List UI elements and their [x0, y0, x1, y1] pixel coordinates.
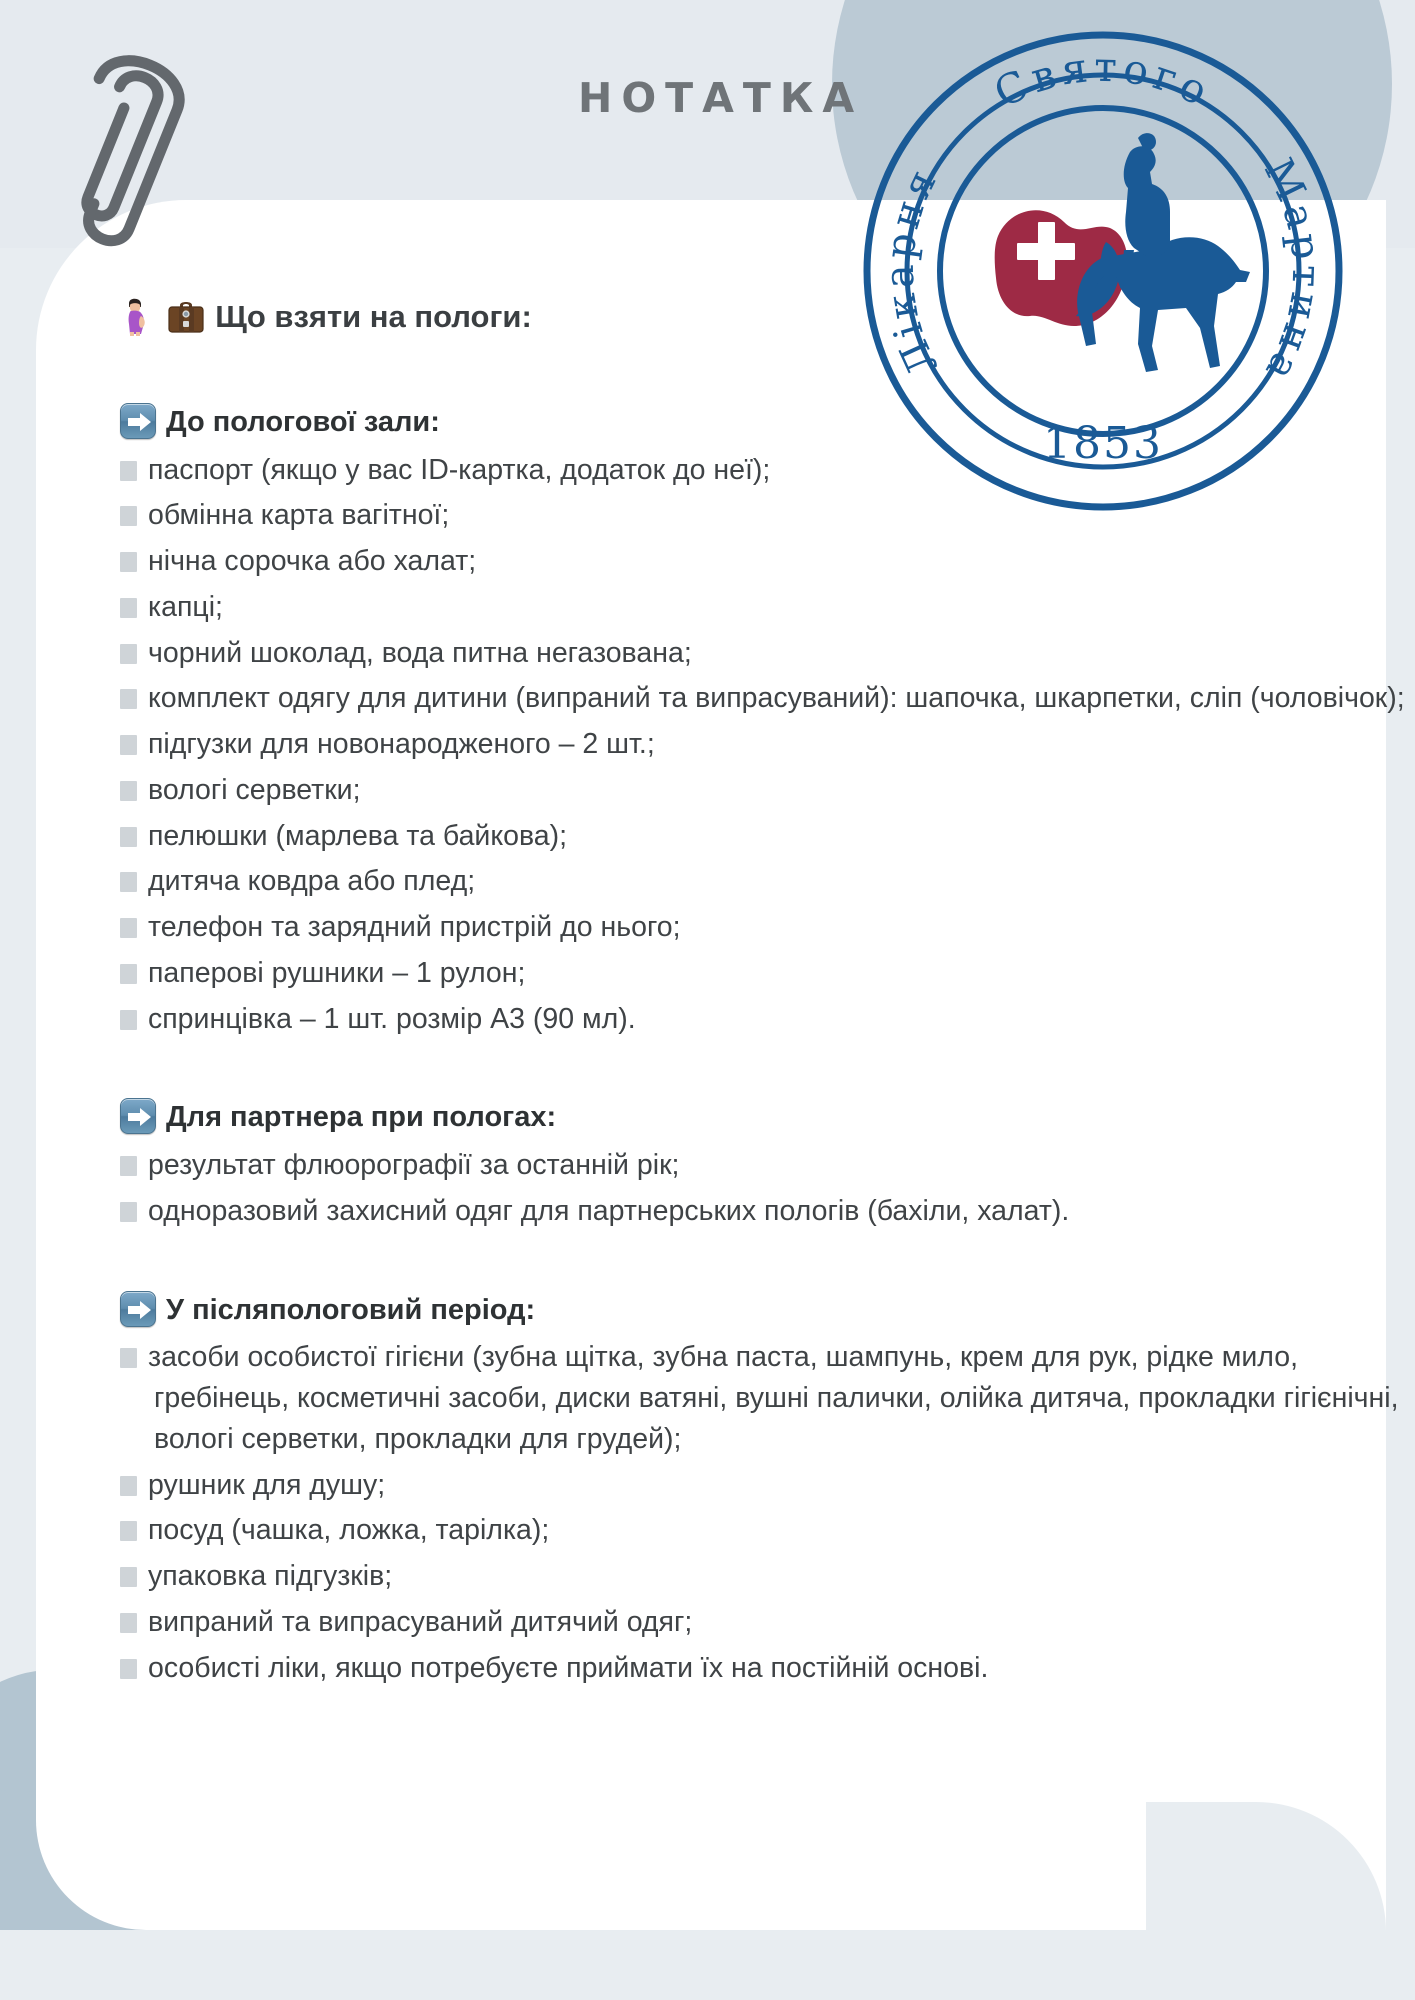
list-item — [120, 678, 1410, 719]
section-heading-2-text: Для партнера при пологах: — [166, 1101, 557, 1134]
bullet-square-icon — [120, 827, 137, 847]
list-item — [120, 495, 1410, 536]
list-item — [120, 999, 1410, 1040]
bullet-square-icon — [120, 598, 137, 618]
bullet-square-icon — [120, 1613, 137, 1633]
list-item-text: посуд (чашка, ложка, тарілка); — [148, 1514, 550, 1547]
bullet-square-icon — [120, 461, 137, 481]
list-item-text: упаковка підгузків; — [148, 1560, 393, 1593]
page-title: НОТАТКА — [578, 74, 864, 122]
list-item — [120, 1602, 1410, 1643]
section-heading-3 — [120, 1291, 1410, 1328]
section-1-list — [120, 450, 1410, 1040]
bullet-square-icon — [120, 1567, 137, 1587]
logo-arc-text-right: Мартина — [1254, 151, 1330, 392]
list-item-text: нічна сорочка або халат; — [148, 545, 477, 578]
list-item — [120, 1191, 1410, 1232]
list-item-text: телефон та зарядний пристрій до нього; — [148, 911, 681, 944]
list-item-text: паперові рушники – 1 рулон; — [148, 956, 526, 989]
bullet-square-icon — [120, 644, 137, 664]
list-item-text: комплект одягу для дитини (випраний та випрасуваний): шапочка, шкарпетки, сліп (чоловічок); — [148, 682, 1405, 715]
list-item-text: вологі серветки; — [148, 773, 361, 806]
bullet-square-icon — [120, 1010, 137, 1030]
section-heading-3-text: У післяпологовий період: — [166, 1293, 536, 1326]
bullet-square-icon — [120, 872, 137, 892]
right-arrow-icon — [120, 1291, 156, 1327]
list-item — [120, 770, 1410, 811]
list-item-text: дитяча ковдра або плед; — [148, 865, 476, 898]
list-item — [120, 953, 1410, 994]
section-heading-1 — [120, 403, 1410, 440]
bullet-square-icon — [120, 1659, 137, 1679]
right-arrow-icon — [120, 1098, 156, 1134]
bullet-square-icon — [120, 1156, 137, 1176]
logo-arc-text-top: Святого — [986, 42, 1220, 118]
list-item-text: випраний та випрасуваний дитячий одяг; — [148, 1605, 693, 1638]
list-item-text: чорний шоколад, вода питна негазована; — [148, 636, 692, 669]
bullet-square-icon — [120, 689, 137, 709]
bullet-square-icon — [120, 964, 137, 984]
list-item — [120, 1648, 1410, 1689]
list-item — [120, 541, 1410, 582]
list-item — [120, 724, 1410, 765]
list-item-text: підгузки для новонародженого – 2 шт.; — [148, 728, 655, 761]
logo-year: 1853 — [1043, 418, 1163, 469]
section-3-list — [120, 1337, 1410, 1688]
section-heading-1-text: До пологової зали: — [166, 405, 440, 438]
list-item-text: пелюшки (марлева та байкова); — [148, 819, 568, 852]
bullet-square-icon — [120, 552, 137, 572]
list-item — [120, 1465, 1410, 1506]
list-item — [120, 1556, 1410, 1597]
bullet-square-icon — [120, 1202, 137, 1222]
list-item — [120, 816, 1410, 857]
section-heading-2 — [120, 1098, 1410, 1135]
list-item-text: засоби особистої гігієни (зубна щітка, зубна паста, шампунь, крем для рук, рідке мило, гребінець, косметичні засоби, диски ватяні, вушні палички, олійка дитяча, прокладки гігієнічні, вологі серветки, прокладки для грудей); — [148, 1341, 1399, 1455]
list-item — [120, 1145, 1410, 1186]
list-item — [120, 861, 1410, 902]
spacer — [120, 1237, 1410, 1291]
right-arrow-icon — [120, 403, 156, 439]
list-item-text: одноразовий захисний одяг для партнерських пологів (бахіли, халат). — [148, 1194, 1070, 1227]
list-item-text: паспорт (якщо у вас ID-картка, додаток до неї); — [148, 453, 771, 486]
list-item — [120, 1510, 1410, 1551]
bullet-square-icon — [120, 1476, 137, 1496]
list-item — [120, 587, 1410, 628]
list-item — [120, 907, 1410, 948]
bullet-square-icon — [120, 781, 137, 801]
list-item-text: результат флюорографії за останній рік; — [148, 1149, 680, 1182]
section-2-list — [120, 1145, 1410, 1232]
list-item-text: рушник для душу; — [148, 1468, 386, 1501]
list-item — [120, 450, 1410, 491]
pregnant-woman-icon — [120, 296, 152, 336]
list-item-text: спринцівка – 1 шт. розмір А3 (90 мл). — [148, 1002, 636, 1035]
bullet-square-icon — [120, 506, 137, 526]
bullet-square-icon — [120, 735, 137, 755]
list-item-text: капці; — [148, 590, 223, 623]
logo-arc-text-left: Лікарня — [876, 159, 948, 383]
bullet-square-icon — [120, 1348, 137, 1368]
list-item-text: обмінна карта вагітної; — [148, 499, 450, 532]
spacer — [120, 337, 1410, 403]
bullet-square-icon — [120, 918, 137, 938]
spacer — [120, 1044, 1410, 1098]
list-item — [120, 1337, 1410, 1459]
briefcase-icon — [167, 299, 205, 333]
list-item — [120, 633, 1410, 674]
main-heading-text: Що взяти на пологи: — [215, 299, 532, 334]
bullet-square-icon — [120, 1521, 137, 1541]
list-item-text: особисті ліки, якщо потребуєте приймати їх на постійній основі. — [148, 1651, 989, 1684]
main-heading-row — [120, 296, 1410, 337]
